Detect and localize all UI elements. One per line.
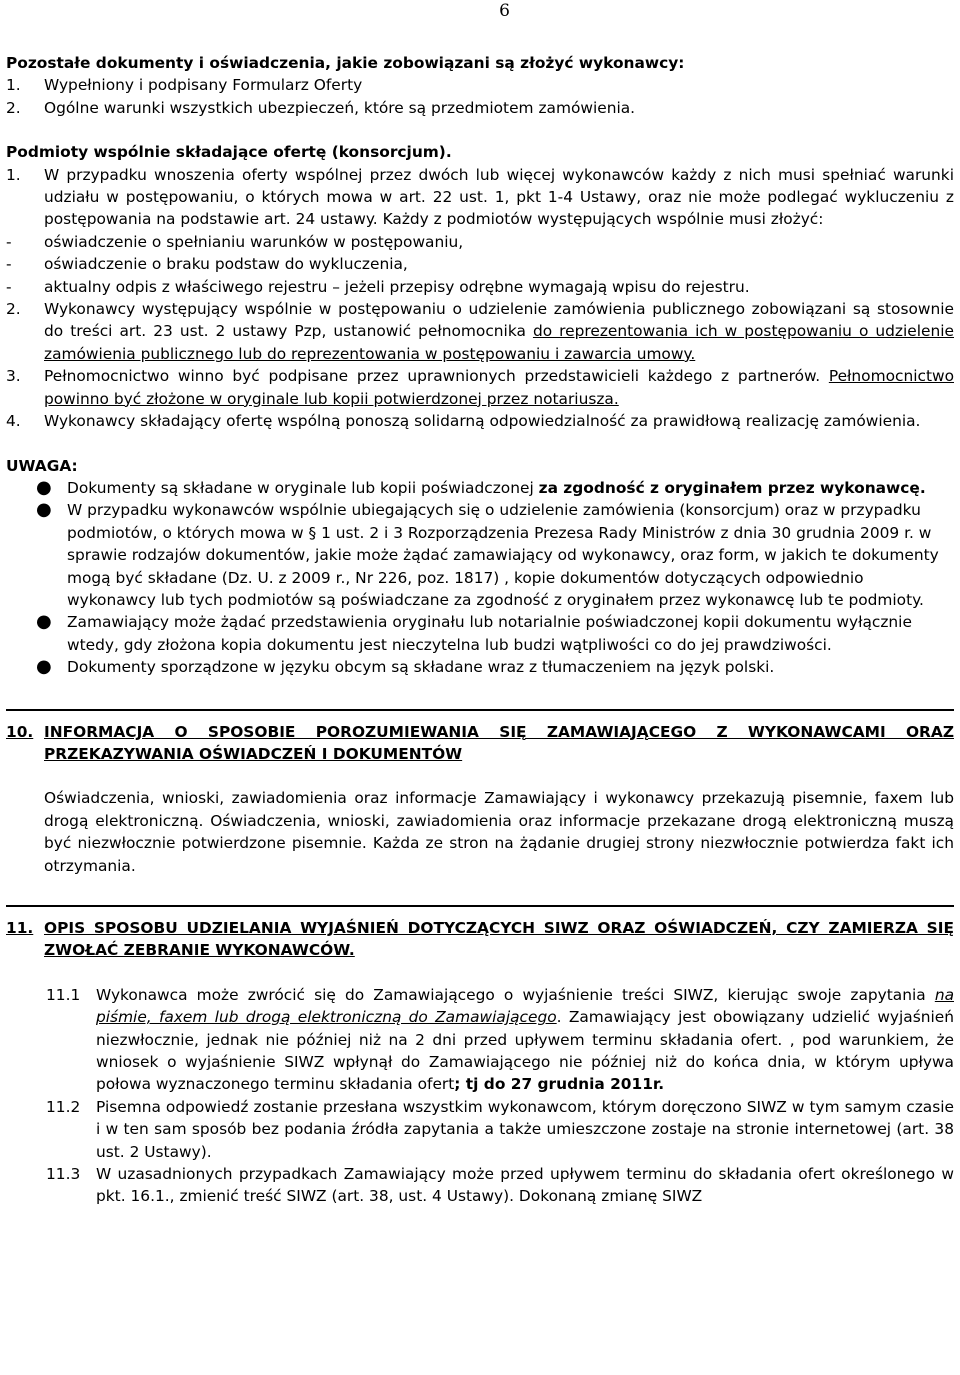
dash-item bbox=[6, 276, 954, 298]
underlined-text: na piśmie, faxem lub drogą elektroniczną do Zamawiającego bbox=[96, 985, 954, 1027]
list-text: Zamawiający może żądać przedstawienia oryginału lub notarialnie poświadczonej kopii dokumentu wyłącznie wtedy, gdy złożona kopia dokumentu jest nieczytelna lub budzi wątpliwości co do jej prawdziwości. bbox=[67, 613, 912, 654]
list-item bbox=[6, 298, 954, 365]
list-number: 1. bbox=[6, 165, 21, 184]
section-heading bbox=[6, 721, 954, 766]
bold-text: za zgodność z oryginałem przez wykonawcę. bbox=[538, 478, 926, 497]
subsection-text bbox=[96, 984, 954, 1096]
section-title: INFORMACJA O SPOSOBIE POROZUMIEWANIA SIĘ ZAMAWIAJĄCEGO Z WYKONAWCAMI ORAZ PRZEKAZYWANIA OŚWIADCZEŃ I DOKUMENTÓW bbox=[44, 722, 954, 763]
subsection-item bbox=[6, 984, 954, 1096]
list-text: W przypadku wykonawców wspólnie ubiegających się o udzielenie zamówienia (konsorcjum) oraz w przypadku podmiotów, o których mowa w § 1 ust. 2 i 3 Rozporządzenia Prezesa Rady Ministrów z dnia 30 grudnia 2009 r. w sprawie rodzajów dokumentów, jakie może żądać zamawiający od wykonawcy, oraz form, w jakich te dokumenty mogą być składane (Dz. U. z 2009 r., Nr 226, poz. 1817) , kopie dokumentów dotyczących odpowiednio wykonawcy lub tych podmiotów są poświadczane za zgodność z oryginałem przez wykonawcę lub te podmioty. bbox=[67, 501, 939, 609]
list-text: Wykonawcy składający ofertę wspólną ponoszą solidarną odpowiedzialność za prawidłową realizację zamówienia. bbox=[44, 412, 921, 431]
note-list bbox=[6, 477, 954, 679]
underlined-text: do reprezentowania ich w postępowaniu o udzielenie zamówienia publicznego lub do reprezentowania w postępowaniu i zawarcia umowy. bbox=[44, 322, 954, 363]
dash-mark: - bbox=[6, 232, 12, 251]
subsection-number: 11.2 bbox=[46, 1097, 81, 1116]
dash-mark: - bbox=[6, 277, 12, 296]
subsection-item bbox=[6, 1096, 954, 1163]
list-text: W przypadku wnoszenia oferty wspólnej przez dwóch lub więcej wykonawców każdy z nich musi spełniać warunki udziału w postępowaniu, o których mowa w art. 22 ust. 1, pkt 1-4 Ustawy, oraz nie może podlegać wykluczeniu z postępowania na podstawie art. 24 ustawy. Każdy z podmiotów występujących wspólnie musi złożyć: bbox=[44, 165, 954, 229]
dash-mark: - bbox=[6, 255, 12, 274]
list-text: Dokumenty sporządzone w języku obcym są składane wraz z tłumaczeniem na język polski. bbox=[67, 658, 775, 677]
consortium-heading: Podmioty wspólnie składające ofertę (konsorcjum). bbox=[6, 143, 452, 162]
list-number: 1. bbox=[6, 76, 21, 95]
section-10 bbox=[6, 709, 954, 877]
list-text: Ogólne warunki wszystkich ubezpieczeń, które są przedmiotem zamówienia. bbox=[44, 98, 636, 117]
list-number: 2. bbox=[6, 98, 21, 117]
dash-item bbox=[6, 253, 954, 275]
page-number: 6 bbox=[499, 1, 510, 21]
dash-item bbox=[6, 231, 954, 253]
list-item bbox=[6, 611, 954, 656]
dash-text: oświadczenie o spełnianiu warunków w postępowaniu, bbox=[44, 232, 464, 251]
bullet-icon: ● bbox=[36, 476, 52, 498]
list-item bbox=[6, 365, 954, 410]
subsection-number: 11.3 bbox=[46, 1165, 81, 1184]
text-part: Wykonawcy występujący wspólnie w postępowaniu o udzielenie zamówienia publicznego zobowiązani są stosownie do treści art. 23 ust. 2 ustawy Pzp, ustanowić pełnomocnika bbox=[44, 300, 954, 341]
list-text bbox=[67, 477, 954, 499]
list-item bbox=[6, 499, 954, 611]
text-part: Dokumenty są składane w oryginale lub kopii poświadczonej bbox=[67, 478, 539, 497]
list-text: Wypełniony i podpisany Formularz Oferty bbox=[44, 76, 363, 95]
section-number: 11. bbox=[6, 919, 34, 937]
bullet-icon: ● bbox=[36, 499, 52, 521]
dash-text: oświadczenie o braku podstaw do wykluczenia, bbox=[44, 255, 408, 274]
subsection-item bbox=[6, 1163, 954, 1208]
other-docs-heading: Pozostałe dokumenty i oświadczenia, jakie zobowiązani są złożyć wykonawcy: bbox=[6, 54, 685, 72]
list-number: 2. bbox=[6, 300, 21, 319]
subsection-number: 11.1 bbox=[46, 985, 81, 1004]
section-heading bbox=[6, 917, 954, 962]
text-part: Pełnomocnictwo winno być podpisane przez uprawnionych przedstawicieli każdego z partnerów. bbox=[44, 367, 829, 386]
list-number: 3. bbox=[6, 367, 21, 386]
list-item bbox=[6, 97, 954, 119]
document-content bbox=[6, 52, 954, 1208]
section-body: Oświadczenia, wnioski, zawiadomienia oraz informacje Zamawiający i wykonawcy przekazują pisemnie, faxem lub drogą elektroniczną. Oświadczenia, wnioski, zawiadomienia oraz informacje przekazane drogą elektroniczną muszą być niezwłocznie potwierdzone pisemnie. Każda ze stron na żądanie drugiej strony niezwłocznie potwierdza fakt ich otrzymania. bbox=[44, 789, 954, 875]
section-title: OPIS SPOSOBU UDZIELANIA WYJAŚNIEŃ DOTYCZĄCYCH SIWZ ORAZ OŚWIADCZEŃ, CZY ZAMIERZA SIĘ ZWOŁAĆ ZEBRANIE WYKONAWCÓW. bbox=[44, 919, 954, 960]
subsection-text: Pisemna odpowiedź zostanie przesłana wszystkim wykonawcom, którym doręczono SIWZ w tym samym czasie i w ten sam sposób bez podania źródła zapytania a także umieszczone zostaje na stronie internetowej (art. 38 ust. 2 Ustawy). bbox=[96, 1097, 954, 1161]
bullet-icon: ● bbox=[36, 611, 52, 633]
bullet-icon: ● bbox=[36, 656, 52, 678]
list-item bbox=[6, 74, 954, 96]
bold-text: ; tj do 27 grudnia 2011r. bbox=[454, 1075, 665, 1094]
list-text bbox=[44, 365, 954, 410]
list-text bbox=[44, 298, 954, 365]
list-item bbox=[6, 477, 954, 499]
list-number: 4. bbox=[6, 412, 21, 431]
note-heading: UWAGA: bbox=[6, 456, 78, 475]
section-number: 10. bbox=[6, 722, 34, 741]
underlined-text: Pełnomocnictwo powinno być złożone w oryginale lub kopii potwierdzonej przez notariusza. bbox=[44, 367, 954, 408]
subsection-text: W uzasadnionych przypadkach Zamawiający może przed upływem terminu do składania ofert określonego w pkt. 16.1., zmienić treść SIWZ (art. 38, ust. 4 Ustawy). Dokonaną zmianę SIWZ bbox=[96, 1165, 954, 1206]
list-item bbox=[6, 656, 954, 678]
text-part: Wykonawca może zwrócić się do Zamawiającego o wyjaśnienie treści SIWZ, kierując swoje zapytania bbox=[96, 985, 935, 1004]
dash-text: aktualny odpis z właściwego rejestru – jeżeli przepisy odrębne wymagają wpisu do rejestru. bbox=[44, 277, 750, 296]
list-item bbox=[6, 410, 954, 432]
section-11 bbox=[6, 905, 954, 1208]
list-item bbox=[6, 164, 954, 231]
text-part: . Zamawiający jest obowiązany udzielić wyjaśnień niezwłocznie, jednak nie później niż na 2 dni przed upływem terminu składania ofert. , pod warunkiem, że wniosek o wyjaśnienie SIWZ wpłynął do Zamawiającego nie później niż do końca dnia, w którym upływa połowa wyznaczonego terminu składania ofert bbox=[96, 1008, 955, 1094]
